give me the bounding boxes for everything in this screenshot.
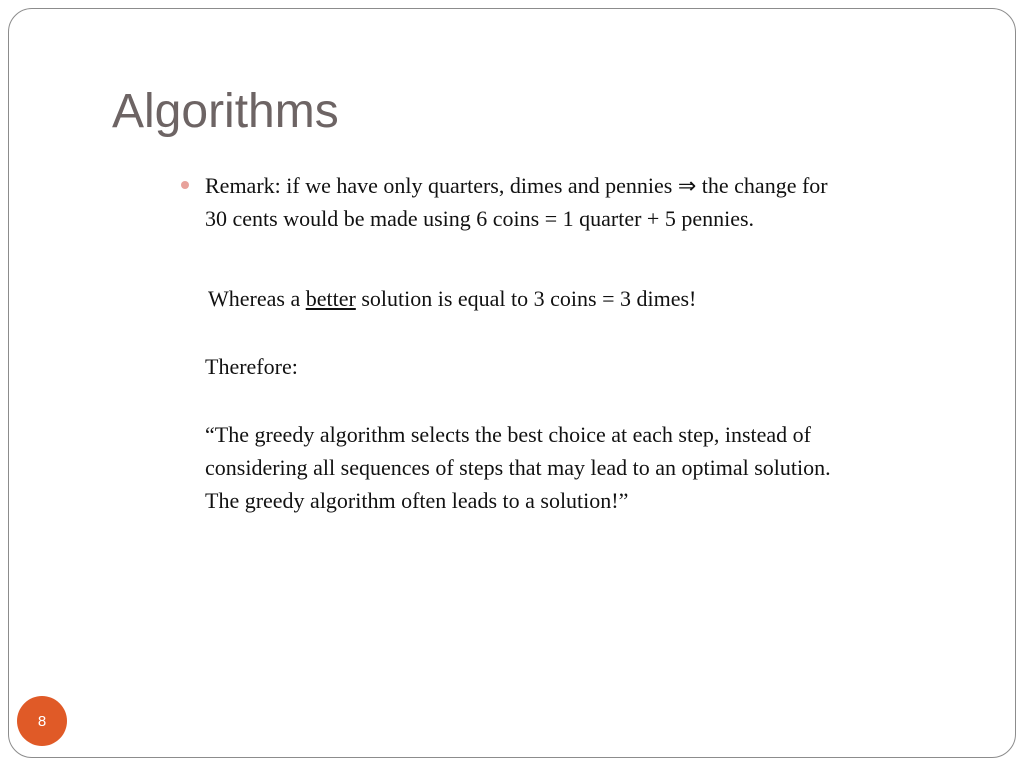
quote-line-3: The greedy algorithm often leads to a solution!” (205, 488, 629, 513)
page-number-badge: 8 (17, 696, 67, 746)
therefore-label: Therefore: (205, 354, 298, 379)
whereas-paragraph (208, 282, 696, 315)
remark-paragraph (205, 169, 828, 235)
quote-line-1: “The greedy algorithm selects the best choice at each step, instead of (205, 422, 811, 447)
bullet-icon (181, 181, 189, 189)
remark-line-2: 30 cents would be made using 6 coins = 1 quarter + 5 pennies. (205, 206, 755, 231)
whereas-text-after: solution is equal to 3 coins = 3 dimes! (355, 286, 697, 311)
whereas-text-before: Whereas a (208, 286, 306, 311)
greedy-quote (205, 418, 831, 517)
slide-title: Algorithms (112, 85, 339, 138)
better-emphasis: better (305, 286, 356, 311)
remark-line-1: Remark: if we have only quarters, dimes and pennies ⇒ the change for (205, 173, 828, 198)
quote-line-2: considering all sequences of steps that may lead to an optimal solution. (205, 455, 831, 480)
